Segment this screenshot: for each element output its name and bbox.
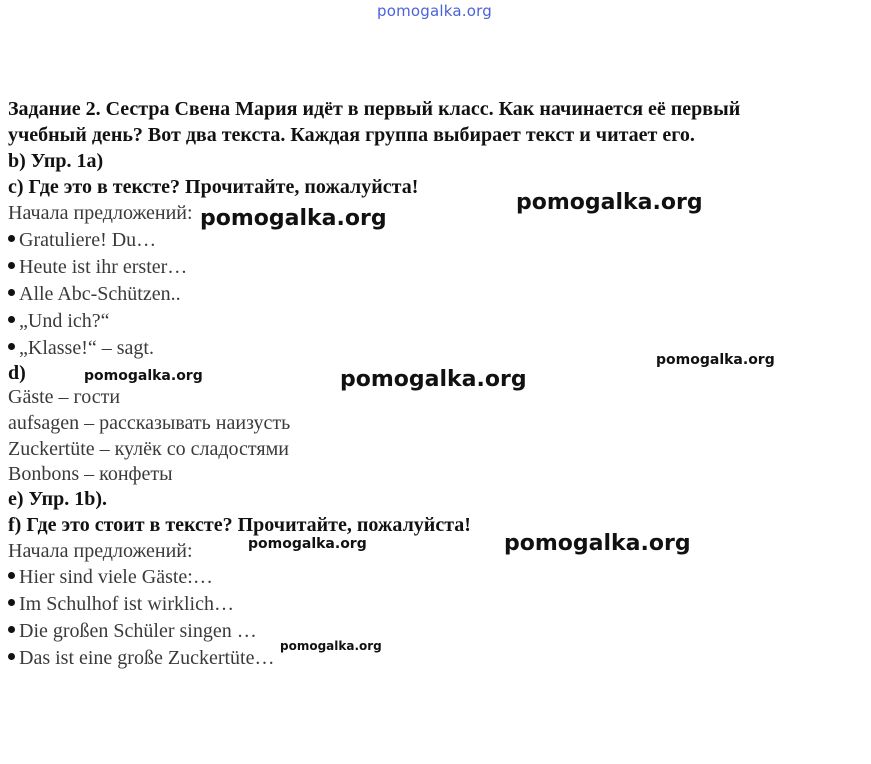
section-f-intro: Начала предложений: (8, 540, 193, 562)
bullet-icon (8, 289, 15, 296)
section-e: e) Упр. 1b). (8, 488, 108, 510)
vocab-item: Gäste – гости (8, 386, 121, 408)
task-title-line-1: Задание 2. Сестра Свена Мария идёт в первый класс. Как начинается её первый (8, 98, 741, 120)
list-item: Das ist eine große Zuckertüte… (8, 645, 274, 671)
list-item: „Klasse!“ – sagt. (8, 335, 154, 361)
list-item: Heute ist ihr erster… (8, 254, 187, 280)
list-item: Alle Abc-Schützen.. (8, 281, 181, 307)
bullet-icon (8, 343, 15, 350)
watermark: pomogalka.org (656, 352, 775, 368)
vocab-item: aufsagen – рассказывать наизусть (8, 412, 291, 434)
list-item: „Und ich?“ (8, 308, 110, 334)
section-d: d) (8, 362, 26, 384)
bullet-icon (8, 316, 15, 323)
watermark: pomogalka.org (280, 639, 382, 653)
bullet-icon (8, 572, 15, 579)
top-watermark: pomogalka.org (377, 2, 492, 20)
watermark: pomogalka.org (504, 531, 691, 556)
section-c-intro: Начала предложений: (8, 202, 193, 224)
list-item: Im Schulhof ist wirklich… (8, 591, 234, 617)
section-b: b) Упр. 1а) (8, 150, 104, 172)
bullet-icon (8, 262, 15, 269)
watermark: pomogalka.org (200, 206, 387, 231)
watermark: pomogalka.org (84, 368, 203, 384)
bullet-icon (8, 653, 15, 660)
list-item: Die großen Schüler singen … (8, 618, 257, 644)
watermark: pomogalka.org (248, 536, 367, 552)
vocab-item: Zuckertüte – кулёк со сладостями (8, 438, 289, 460)
watermark: pomogalka.org (516, 190, 703, 215)
section-f-heading: f) Где это стоит в тексте? Прочитайте, пожалуйста! (8, 514, 471, 536)
vocab-item: Bonbons – конфеты (8, 463, 173, 485)
list-item: Gratuliere! Du… (8, 227, 156, 253)
watermark: pomogalka.org (340, 367, 527, 392)
section-c-heading: c) Где это в тексте? Прочитайте, пожалуйста! (8, 176, 419, 198)
bullet-icon (8, 235, 15, 242)
list-item: Hier sind viele Gäste:… (8, 564, 213, 590)
bullet-icon (8, 626, 15, 633)
bullet-icon (8, 599, 15, 606)
task-title-line-2: учебный день? Вот два текста. Каждая группа выбирает текст и читает его. (8, 124, 695, 146)
